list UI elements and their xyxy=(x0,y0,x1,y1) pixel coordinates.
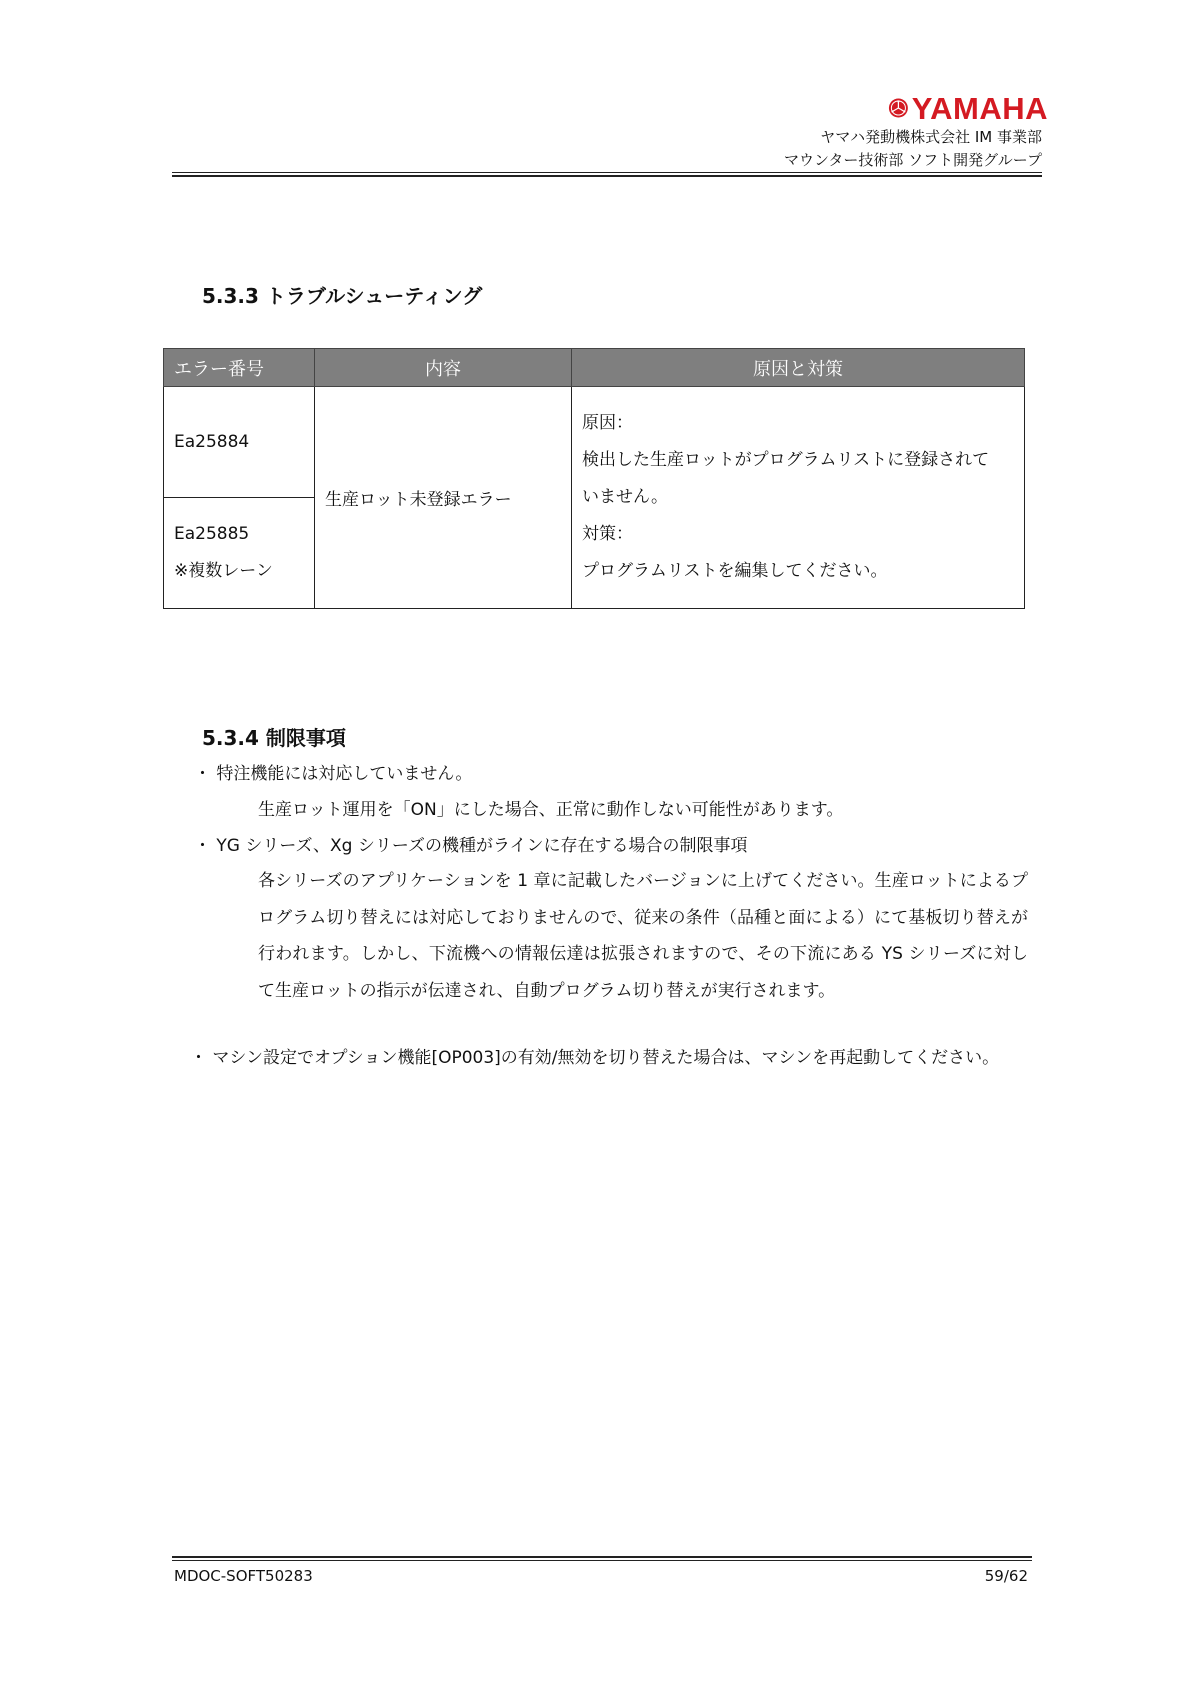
cause-label: 原因： xyxy=(582,413,633,433)
section-heading-534: 5.3.4 制限事項 xyxy=(202,726,346,750)
section-heading-533: 5.3.3 トラブルシューティング xyxy=(202,284,483,308)
brand-name: YAMAHA xyxy=(911,90,1048,126)
footer-rule xyxy=(172,1556,1032,1558)
company-name: ヤマハ発動機株式会社 IM 事業部 xyxy=(820,128,1042,146)
error-number-cell xyxy=(164,387,315,498)
header-cause-countermeasure: 原因と対策 xyxy=(572,349,1025,387)
document-id: MDOC-SOFT50283 xyxy=(174,1567,313,1585)
cause-line: 検出した生産ロットがプログラムリストに登録されて xyxy=(582,450,990,470)
countermeasure-text: プログラムリストを編集してください。 xyxy=(582,561,888,581)
troubleshooting-table xyxy=(163,348,1025,609)
tuning-fork-emblem-icon xyxy=(888,91,909,125)
header-error-number: エラー番号 xyxy=(164,349,315,387)
cause-line: いません。 xyxy=(582,487,669,507)
restriction-item: ・ マシン設定でオプション機能[OP003]の有効/無効を切り替えた場合は、マシンを再起動してください。 xyxy=(190,1048,1000,1068)
table-header-row xyxy=(164,349,1025,387)
error-number-cell xyxy=(164,498,315,609)
cause-countermeasure-cell xyxy=(572,387,1025,609)
countermeasure-label: 対策： xyxy=(582,524,633,544)
restriction-item: ・ YG シリーズ、Xg シリーズの機種がラインに存在する場合の制限事項 xyxy=(194,836,748,856)
error-code: Ea25885 xyxy=(174,524,250,544)
department-name: マウンター技術部 ソフト開発グループ xyxy=(784,151,1042,169)
error-content: 生産ロット未登録エラー xyxy=(325,490,512,510)
content-cell xyxy=(315,387,572,609)
table-row xyxy=(164,387,1025,498)
yamaha-logo xyxy=(888,88,1048,128)
header-content: 内容 xyxy=(315,349,572,387)
error-note: ※複数レーン xyxy=(174,561,273,581)
footer-rule xyxy=(172,1560,1032,1561)
restriction-detail: 生産ロット運用を「ON」にした場合、正常に動作しない可能性があります。 xyxy=(258,800,844,820)
header-rule xyxy=(172,172,1042,173)
restriction-detail: 各シリーズのアプリケーションを 1 章に記載したバージョンに上げてください。生産ロットによるプログラム切り替えには対応しておりませんので、従来の条件（品種と面による）にて基板切り替えが行われます。しかし、下流機への情報伝達は拡張されますので、その下流にある YS シリーズに対して生産ロットの指示が伝達され、自動プログラム切り替えが実行されます。 xyxy=(258,871,1028,1001)
restriction-item: ・ 特注機能には対応していません。 xyxy=(194,764,473,784)
header-rule xyxy=(172,175,1042,177)
error-code: Ea25884 xyxy=(174,432,250,452)
page-number: 59/62 xyxy=(984,1567,1028,1585)
